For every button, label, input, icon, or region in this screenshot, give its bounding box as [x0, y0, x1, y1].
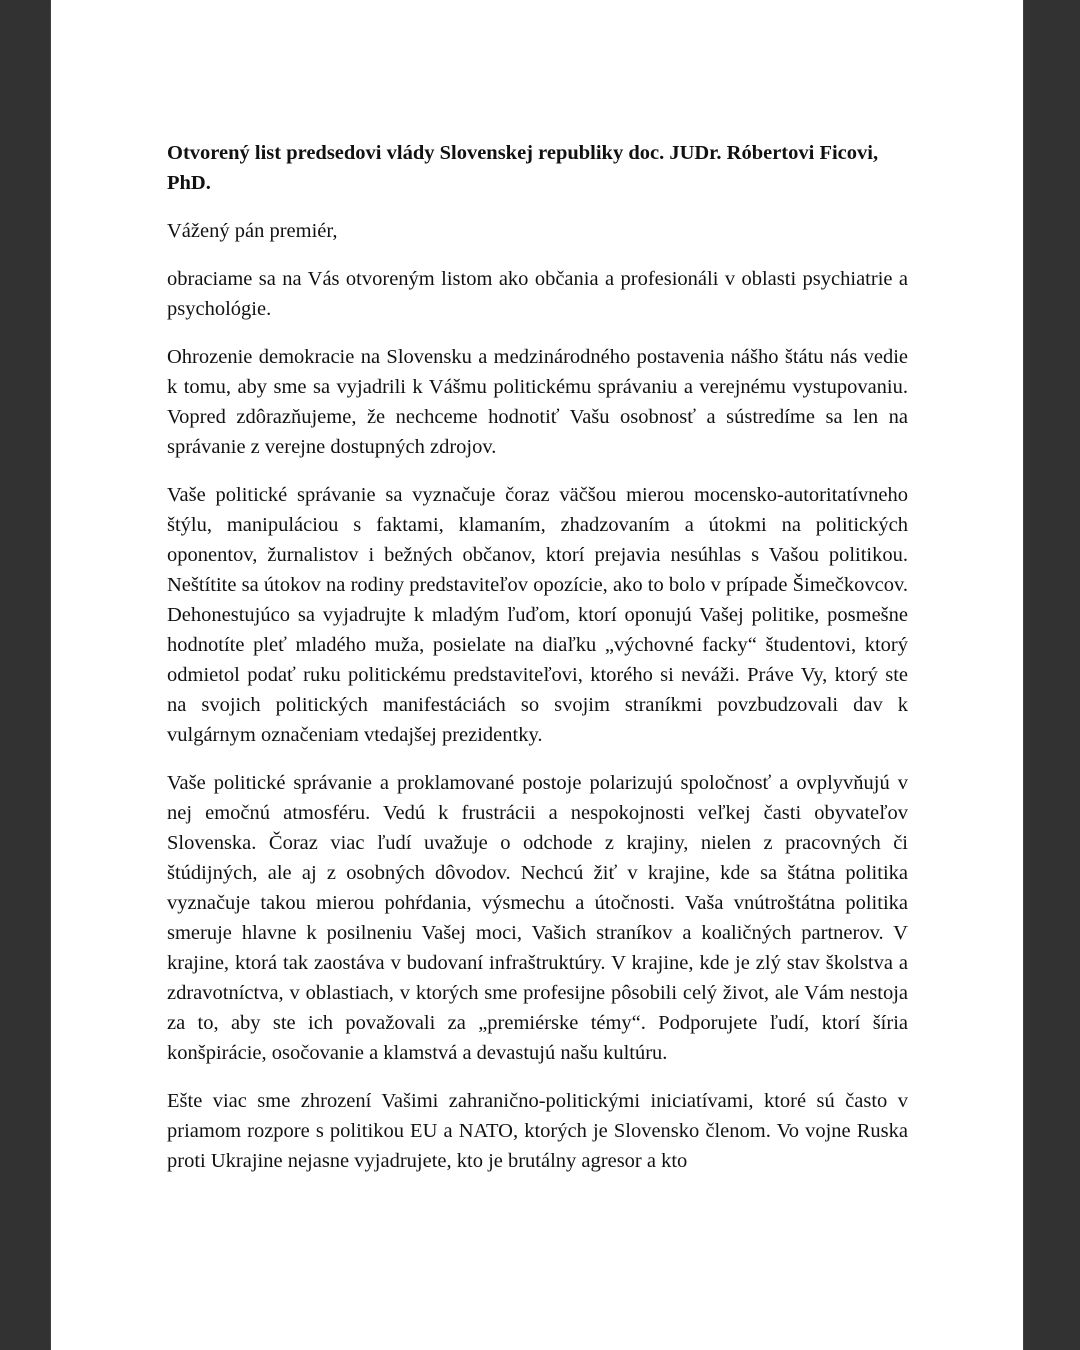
paragraph-intro: obraciame sa na Vás otvoreným listom ako občania a profesionáli v oblasti psychiatrie a psychológie. — [167, 268, 908, 320]
paragraph-polarization: Vaše politické správanie a proklamované postoje polarizujú spoločnosť a ovplyvňujú v nej emočnú atmosféru. Vedú k frustrácii a nespokojnosti veľkej časti obyvateľov Slovenska. Čoraz viac ľudí uvažuje o odchode z krajiny, nielen z pracovných či štúdijných, ale aj z osobných dôvodov. Nechcú žiť v krajine, kde sa štátna politika vyznačuje takou mierou pohŕdania, výsmechu a útočnosti. Vaša vnútroštátna politika smeruje hlavne k posilneniu Vašej moci, Vašich straníkov a koaličných partnerov. V krajine, ktorá tak zaostáva v budovaní infraštruktúry. V krajine, kde je zlý stav školstva a zdravotníctva, v oblastiach, v ktorých sme profesijne pôsobili celý život, ale Vám nestoja za to, aby ste ich považovali za „premiérske témy“. Podporujete ľudí, ktorí šíria konšpirácie, osočovanie a klamstvá a devastujú našu kultúru. — [167, 772, 908, 1064]
letter-title: Otvorený list predsedovi vlády Slovenskej republiky doc. JUDr. Róbertovi Ficovi, PhD. — [167, 142, 879, 194]
paragraph-political-behavior: Vaše politické správanie sa vyznačuje čoraz väčšou mierou mocensko-autoritatívneho štýlu, manipuláciou s faktami, klamaním, zhadzovaním a útokmi na politických oponentov, žurnalistov i bežných občanov, ktorí prejavia nesúhlas s Vašou politikou. Neštítite sa útokov na rodiny predstaviteľov opozície, ako to bolo v prípade Šimečkovcov. Dehonestujúco sa vyjadrujte k mladým ľuďom, ktorí oponujú Vašej politike, posmešne hodnotíte pleť mladého muža, posielate na diaľku „výchovné facky“ študentovi, ktorý odmietol podať ruku politickému predstaviteľovi, ktorého si neváži. Práve Vy, ktorý ste na svojich politických manifestáciách so svojim straníkmi povzbudzovali dav k vulgárnym označeniam vtedajšej prezidentky. — [167, 484, 908, 746]
document-page — [51, 0, 1023, 1350]
letter-body — [167, 138, 908, 1194]
letter-salutation: Vážený pán premiér, — [167, 220, 338, 242]
paragraph-foreign-policy: Ešte viac sme zhrození Vašimi zahranično-politickými iniciatívami, ktoré sú často v priamom rozpore s politikou EU a NATO, ktorých je Slovensko členom. Vo vojne Ruska proti Ukrajine nejasne vyjadrujete, kto je brutálny agresor a kto — [167, 1090, 908, 1172]
paragraph-democracy-threat: Ohrozenie demokracie na Slovensku a medzinárodného postavenia nášho štátu nás vedie k tomu, aby sme sa vyjadrili k Vášmu politickému správaniu a verejnému vystupovaniu. Vopred zdôrazňujeme, že nechceme hodnotiť Vašu osobnosť a sústredíme sa len na správanie z verejne dostupných zdrojov. — [167, 346, 908, 458]
